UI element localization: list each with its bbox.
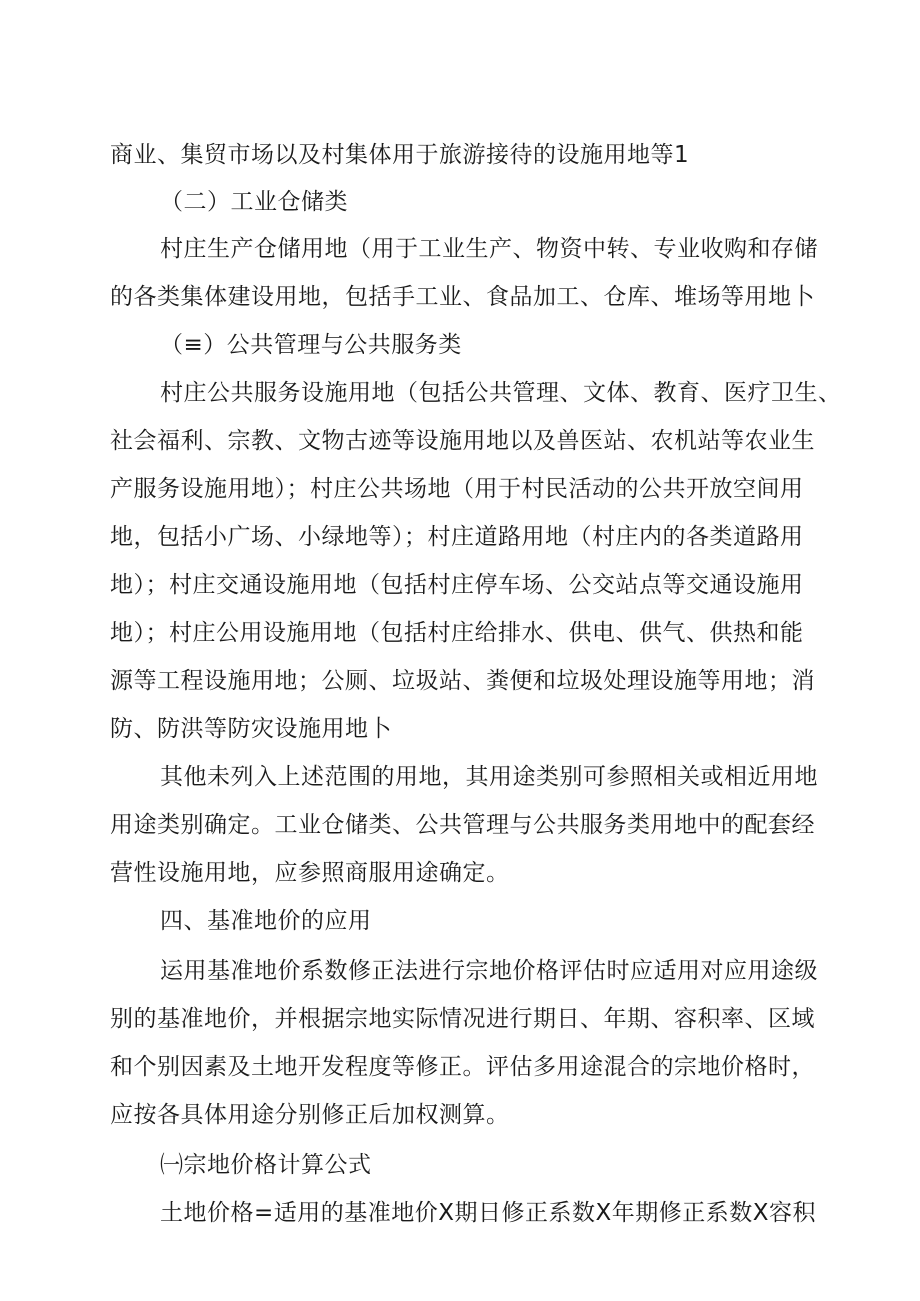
section-heading-industrial-storage: （二）工业仓储类: [160, 189, 348, 215]
text-line: 社会福利、宗教、文物古迹等设施用地以及兽医站、农机站等农业生: [110, 428, 815, 454]
text-line: 的各类集体建设用地，包括手工业、食品加工、仓库、堆场等用地卜: [110, 284, 815, 310]
text-line: 村庄公共服务设施用地（包括公共管理、文体、教育、医疗卫生、: [160, 380, 842, 406]
section-heading-base-price-application: 四、基准地价的应用: [160, 908, 372, 934]
text-line: 运用基准地价系数修正法进行宗地价格评估时应适用对应用途级: [160, 958, 818, 984]
section-heading-price-formula: ㈠宗地价格计算公式: [160, 1152, 372, 1178]
text-line: 应按各具体用途分别修正后加权测算。: [110, 1102, 510, 1128]
text-line: 防、防洪等防灾设施用地卜: [110, 716, 392, 742]
text-line: 地）；村庄公用设施用地（包括村庄给排水、供电、供气、供热和能: [110, 620, 804, 646]
text-line: 和个别因素及土地开发程度等修正。评估多用途混合的宗地价格时，: [110, 1054, 815, 1080]
text-line: 营性设施用地，应参照商服用途确定。: [110, 860, 510, 886]
text-line: 产服务设施用地）；村庄公共场地（用于村民活动的公共开放空间用: [110, 476, 804, 502]
section-heading-public-services: （≡）公共管理与公共服务类: [160, 332, 462, 358]
text-line: 源等工程设施用地；公厕、垃圾站、粪便和垃圾处理设施等用地；消: [110, 668, 815, 694]
text-line: 商业、集贸市场以及村集体用于旅游接待的设施用地等1: [110, 142, 690, 168]
text-line: 村庄生产仓储用地（用于工业生产、物资中转、专业收购和存储: [160, 236, 818, 262]
text-line: 其他未列入上述范围的用地，其用途类别可参照相关或相近用地: [160, 764, 818, 790]
text-line: 别的基准地价，并根据宗地实际情况进行期日、年期、容积率、区域: [110, 1006, 815, 1032]
text-line: 地）；村庄交通设施用地（包括村庄停车场、公交站点等交通设施用: [110, 572, 804, 598]
formula-line: 土地价格=适用的基准地价X期日修正系数X年期修正系数X容积: [160, 1200, 817, 1226]
text-line: 地，包括小广场、小绿地等）；村庄道路用地（村庄内的各类道路用: [110, 524, 804, 550]
text-line: 用途类别确定。工业仓储类、公共管理与公共服务类用地中的配套经: [110, 812, 815, 838]
